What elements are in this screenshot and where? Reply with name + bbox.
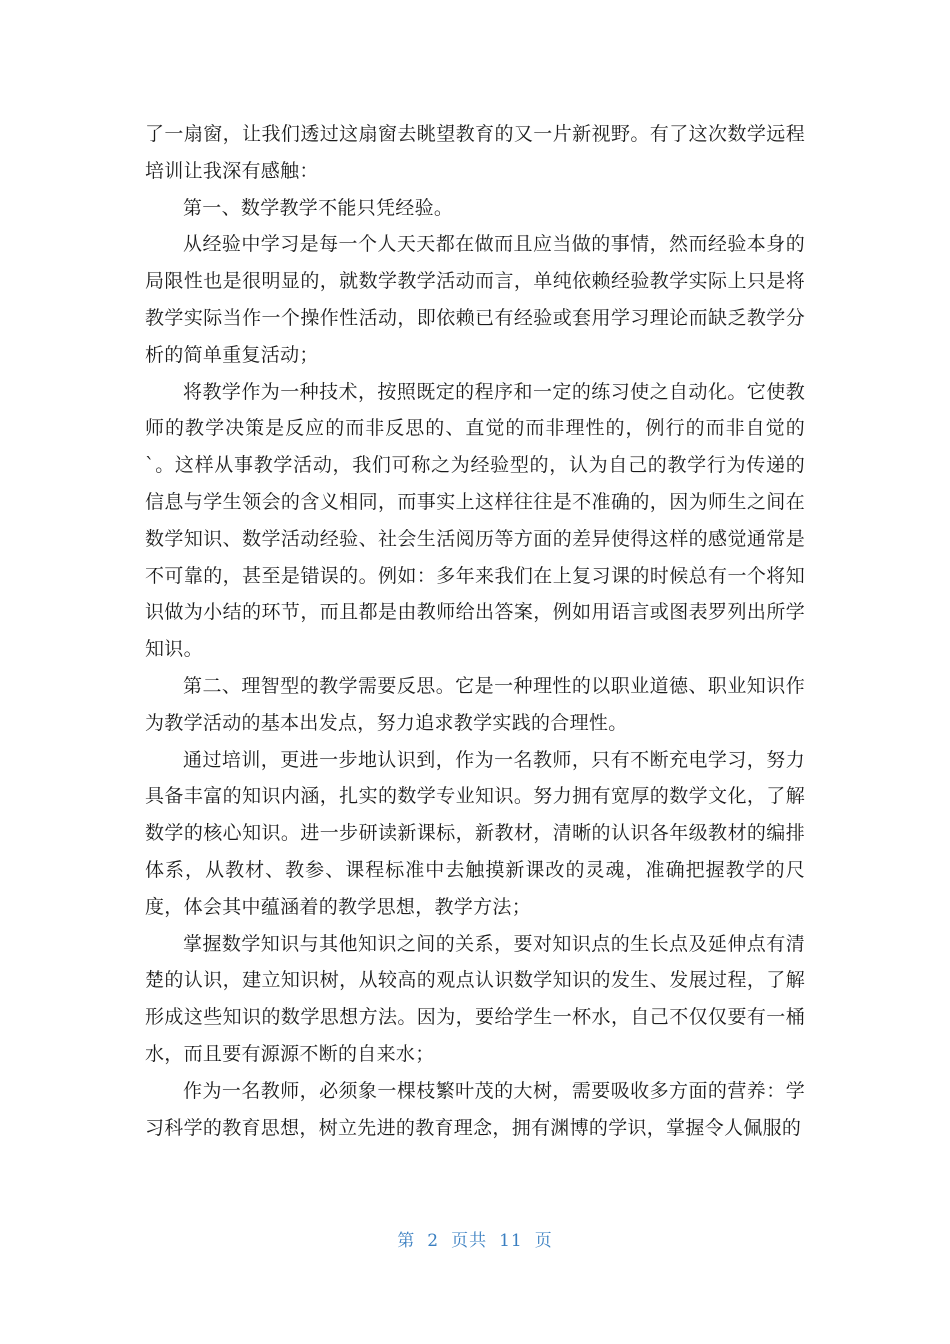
page-suffix: 页	[534, 1231, 553, 1251]
document-body	[145, 116, 805, 1146]
paragraph: 掌握数学知识与其他知识之间的关系，要对知识点的生长点及延伸点有清楚的认识，建立知识树，从较高的观点认识数学知识的发生、发展过程，了解形成这些知识的数学思想方法。因为，要给学生一杯水，自己不仅仅要有一桶水，而且要有源源不断的自来水；	[145, 932, 805, 1065]
paragraph: 了一扇窗，让我们透过这扇窗去眺望教育的又一片新视野。有了这次数学远程培训让我深有感触：	[145, 123, 805, 182]
paragraph: 从经验中学习是每一个人天天都在做而且应当做的事情，然而经验本身的局限性也是很明显的，就数学教学活动而言，单纯依赖经验教学实际上只是将教学实际当作一个操作性活动，即依赖已有经验或套用学习理论而缺乏教学分析的简单重复活动；	[145, 233, 805, 366]
page-footer	[0, 1226, 950, 1251]
paragraph: 通过培训，更进一步地认识到，作为一名教师，只有不断充电学习，努力具备丰富的知识内涵，扎实的数学专业知识。努力拥有宽厚的数学文化，了解数学的核心知识。进一步研读新课标，新教材，清晰的认识各年级教材的编排体系，从教材、教参、课程标准中去触摸新课改的灵魂，准确把握教学的尺度，体会其中蕴涵着的教学思想，教学方法；	[145, 748, 805, 918]
paragraph: 第二、理智型的教学需要反思。它是一种理性的以职业道德、职业知识作为教学活动的基本出发点，努力追求教学实践的合理性。	[145, 674, 805, 734]
page-of-label: 页共	[451, 1231, 488, 1251]
page-total: 11	[499, 1231, 523, 1251]
paragraph: 第一、数学教学不能只凭经验。	[183, 196, 454, 219]
page-word: 第	[397, 1231, 416, 1251]
page-number: 2	[427, 1231, 440, 1251]
paragraph: 将教学作为一种技术，按照既定的程序和一定的练习使之自动化。它使教师的教学决策是反应的而非反思的、直觉的而非理性的，例行的而非自觉的`。这样从事教学活动，我们可称之为经验型的，认为自己的教学行为传递的信息与学生领会的含义相同，而事实上这样往往是不准确的，因为师生之间在数学知识、数学活动经验、社会生活阅历等方面的差异使得这样的感觉通常是不可靠的，甚至是错误的。例如：多年来我们在上复习课的时候总有一个将知识做为小结的环节，而且都是由教师给出答案，例如用语言或图表罗列出所学知识。	[145, 380, 805, 661]
paragraph: 作为一名教师，必须象一棵枝繁叶茂的大树，需要吸收多方面的营养：学习科学的教育思想，树立先进的教育理念，拥有渊博的学识，掌握令人佩服的	[145, 1079, 805, 1139]
